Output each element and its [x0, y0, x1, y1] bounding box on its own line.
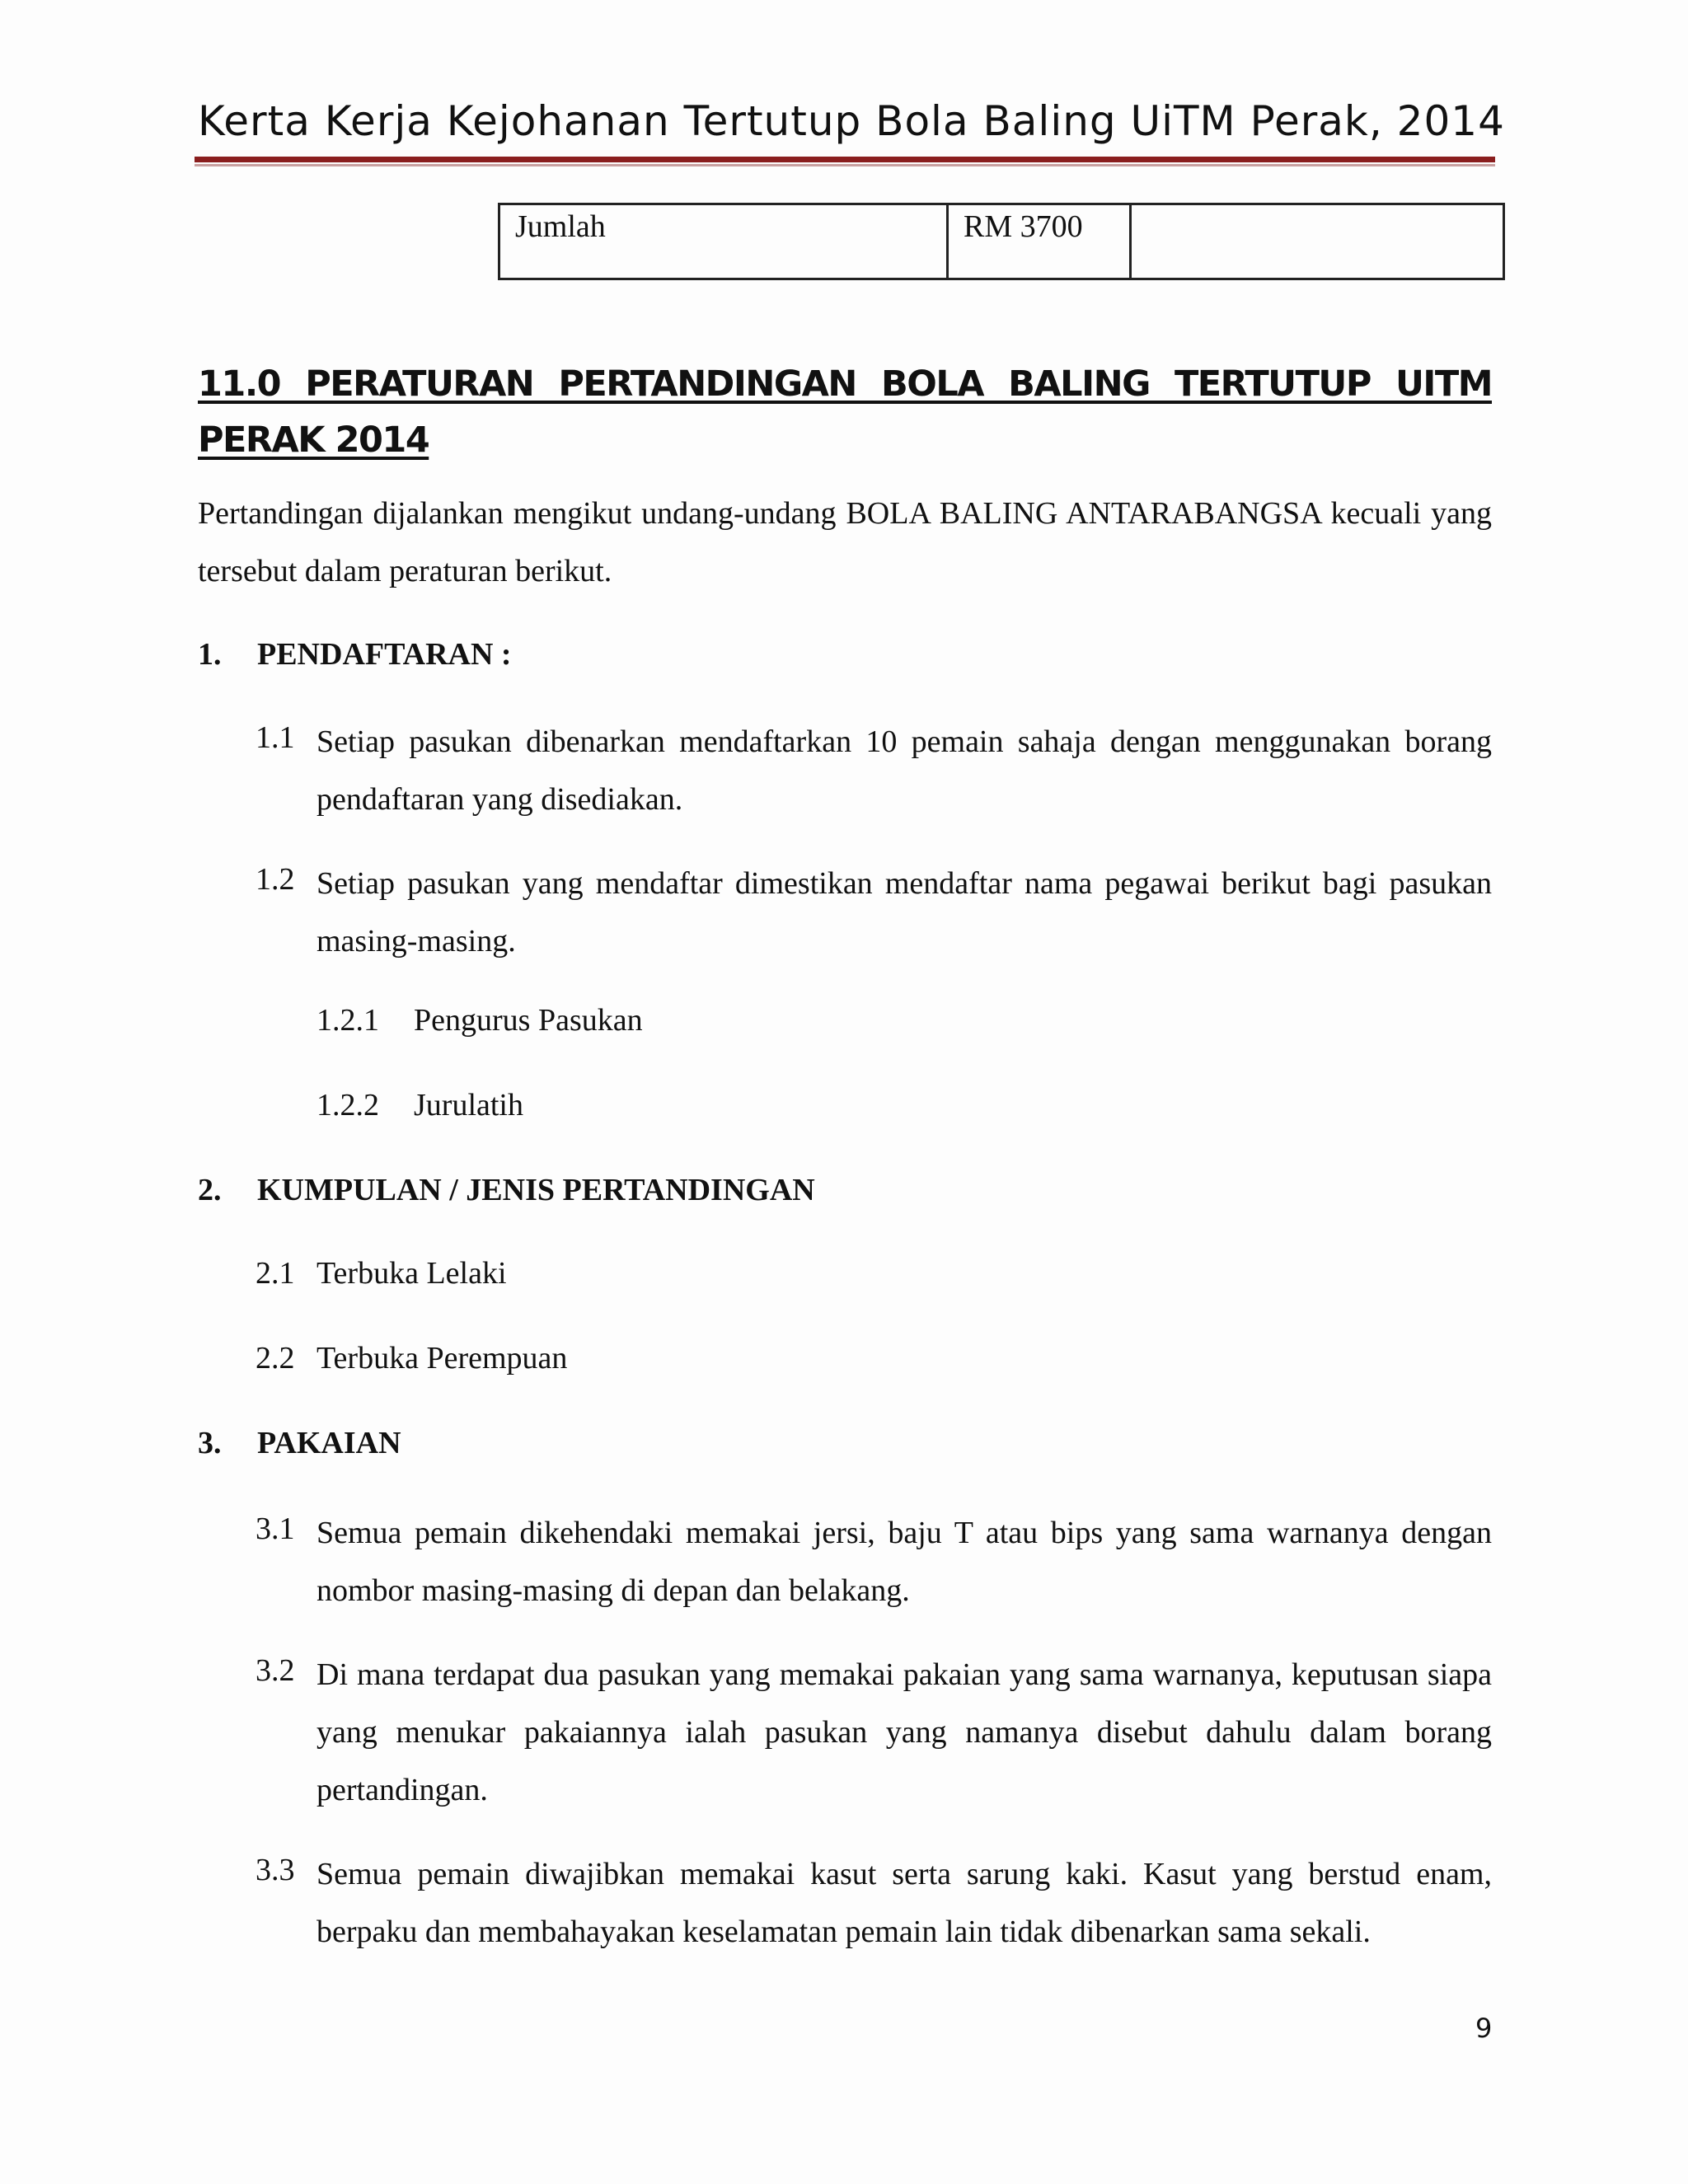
item-heading-kumpulan: KUMPULAN / JENIS PERTANDINGAN — [257, 1173, 815, 1207]
subitem-text: Di mana terdapat dua pasukan yang memakai pakaian yang sama warnanya, keputusan siapa yang menukar pakaiannya ialah pasukan yang namanya disebut dahulu dalam borang pertandingan. — [316, 1657, 1492, 1807]
item-number: 2. — [198, 1173, 222, 1207]
subitem-text: Setiap pasukan dibenarkan mendaftarkan 10 pemain sahaja dengan menggunakan borang pendaftaran yang disediakan. — [316, 724, 1492, 817]
header-divider-shadow — [195, 164, 1495, 166]
section-heading: 11.0 PERATURAN PERTANDINGAN BOLA BALING TERTUTUP UITM PERAK 2014 — [198, 363, 1492, 461]
table-cell-empty — [1131, 204, 1504, 279]
item-number: 3. — [198, 1426, 222, 1460]
subitem-text: Semua pemain dikehendaki memakai jersi, baju T atau bips yang sama warnanya dengan nombor masing-masing di depan dan belakang. — [316, 1516, 1492, 1608]
subitem-number: 3.2 — [256, 1653, 295, 1688]
subitem-text: Semua pemain diwajibkan memakai kasut serta sarung kaki. Kasut yang berstud enam, berpaku dan membahayakan keselamatan pemain lain tidak dibenarkan sama sekali. — [316, 1857, 1492, 1949]
document-header-title: Kerta Kerja Kejohanan Tertutup Bola Baling UiTM Perak, 2014 — [198, 97, 1505, 145]
subitem-text: Terbuka Perempuan — [316, 1341, 568, 1376]
table-cell-label: Jumlah — [499, 204, 948, 279]
intro-paragraph: Pertandingan dijalankan mengikut undang-undang BOLA BALING ANTARABANGSA kecuali yang tersebut dalam peraturan berikut. — [198, 496, 1492, 588]
subitem-number: 2.1 — [256, 1256, 295, 1291]
header-divider — [195, 157, 1495, 162]
item-heading-pakaian: PAKAIAN — [257, 1426, 401, 1460]
subitem-number: 1.2 — [256, 862, 295, 897]
subsubitem-text: Jurulatih — [414, 1088, 523, 1122]
subitem-number: 1.1 — [256, 720, 295, 755]
budget-table — [498, 203, 1505, 280]
subsubitem-text: Pengurus Pasukan — [414, 1003, 643, 1038]
subitem-number: 3.1 — [256, 1511, 295, 1546]
table-cell-amount: RM 3700 — [948, 204, 1131, 279]
item-number: 1. — [198, 637, 222, 672]
subsubitem-number: 1.2.1 — [316, 1003, 379, 1038]
subitem-number: 2.2 — [256, 1341, 295, 1376]
subitem-text: Terbuka Lelaki — [316, 1256, 507, 1291]
subitem-number: 3.3 — [256, 1853, 295, 1887]
item-heading-pendaftaran: PENDAFTARAN : — [257, 637, 512, 672]
page-number: 9 — [1475, 2013, 1493, 2044]
table-row — [499, 204, 1504, 279]
subitem-text: Setiap pasukan yang mendaftar dimestikan mendaftar nama pegawai berikut bagi pasukan masing-masing. — [316, 866, 1492, 958]
subsubitem-number: 1.2.2 — [316, 1088, 379, 1122]
